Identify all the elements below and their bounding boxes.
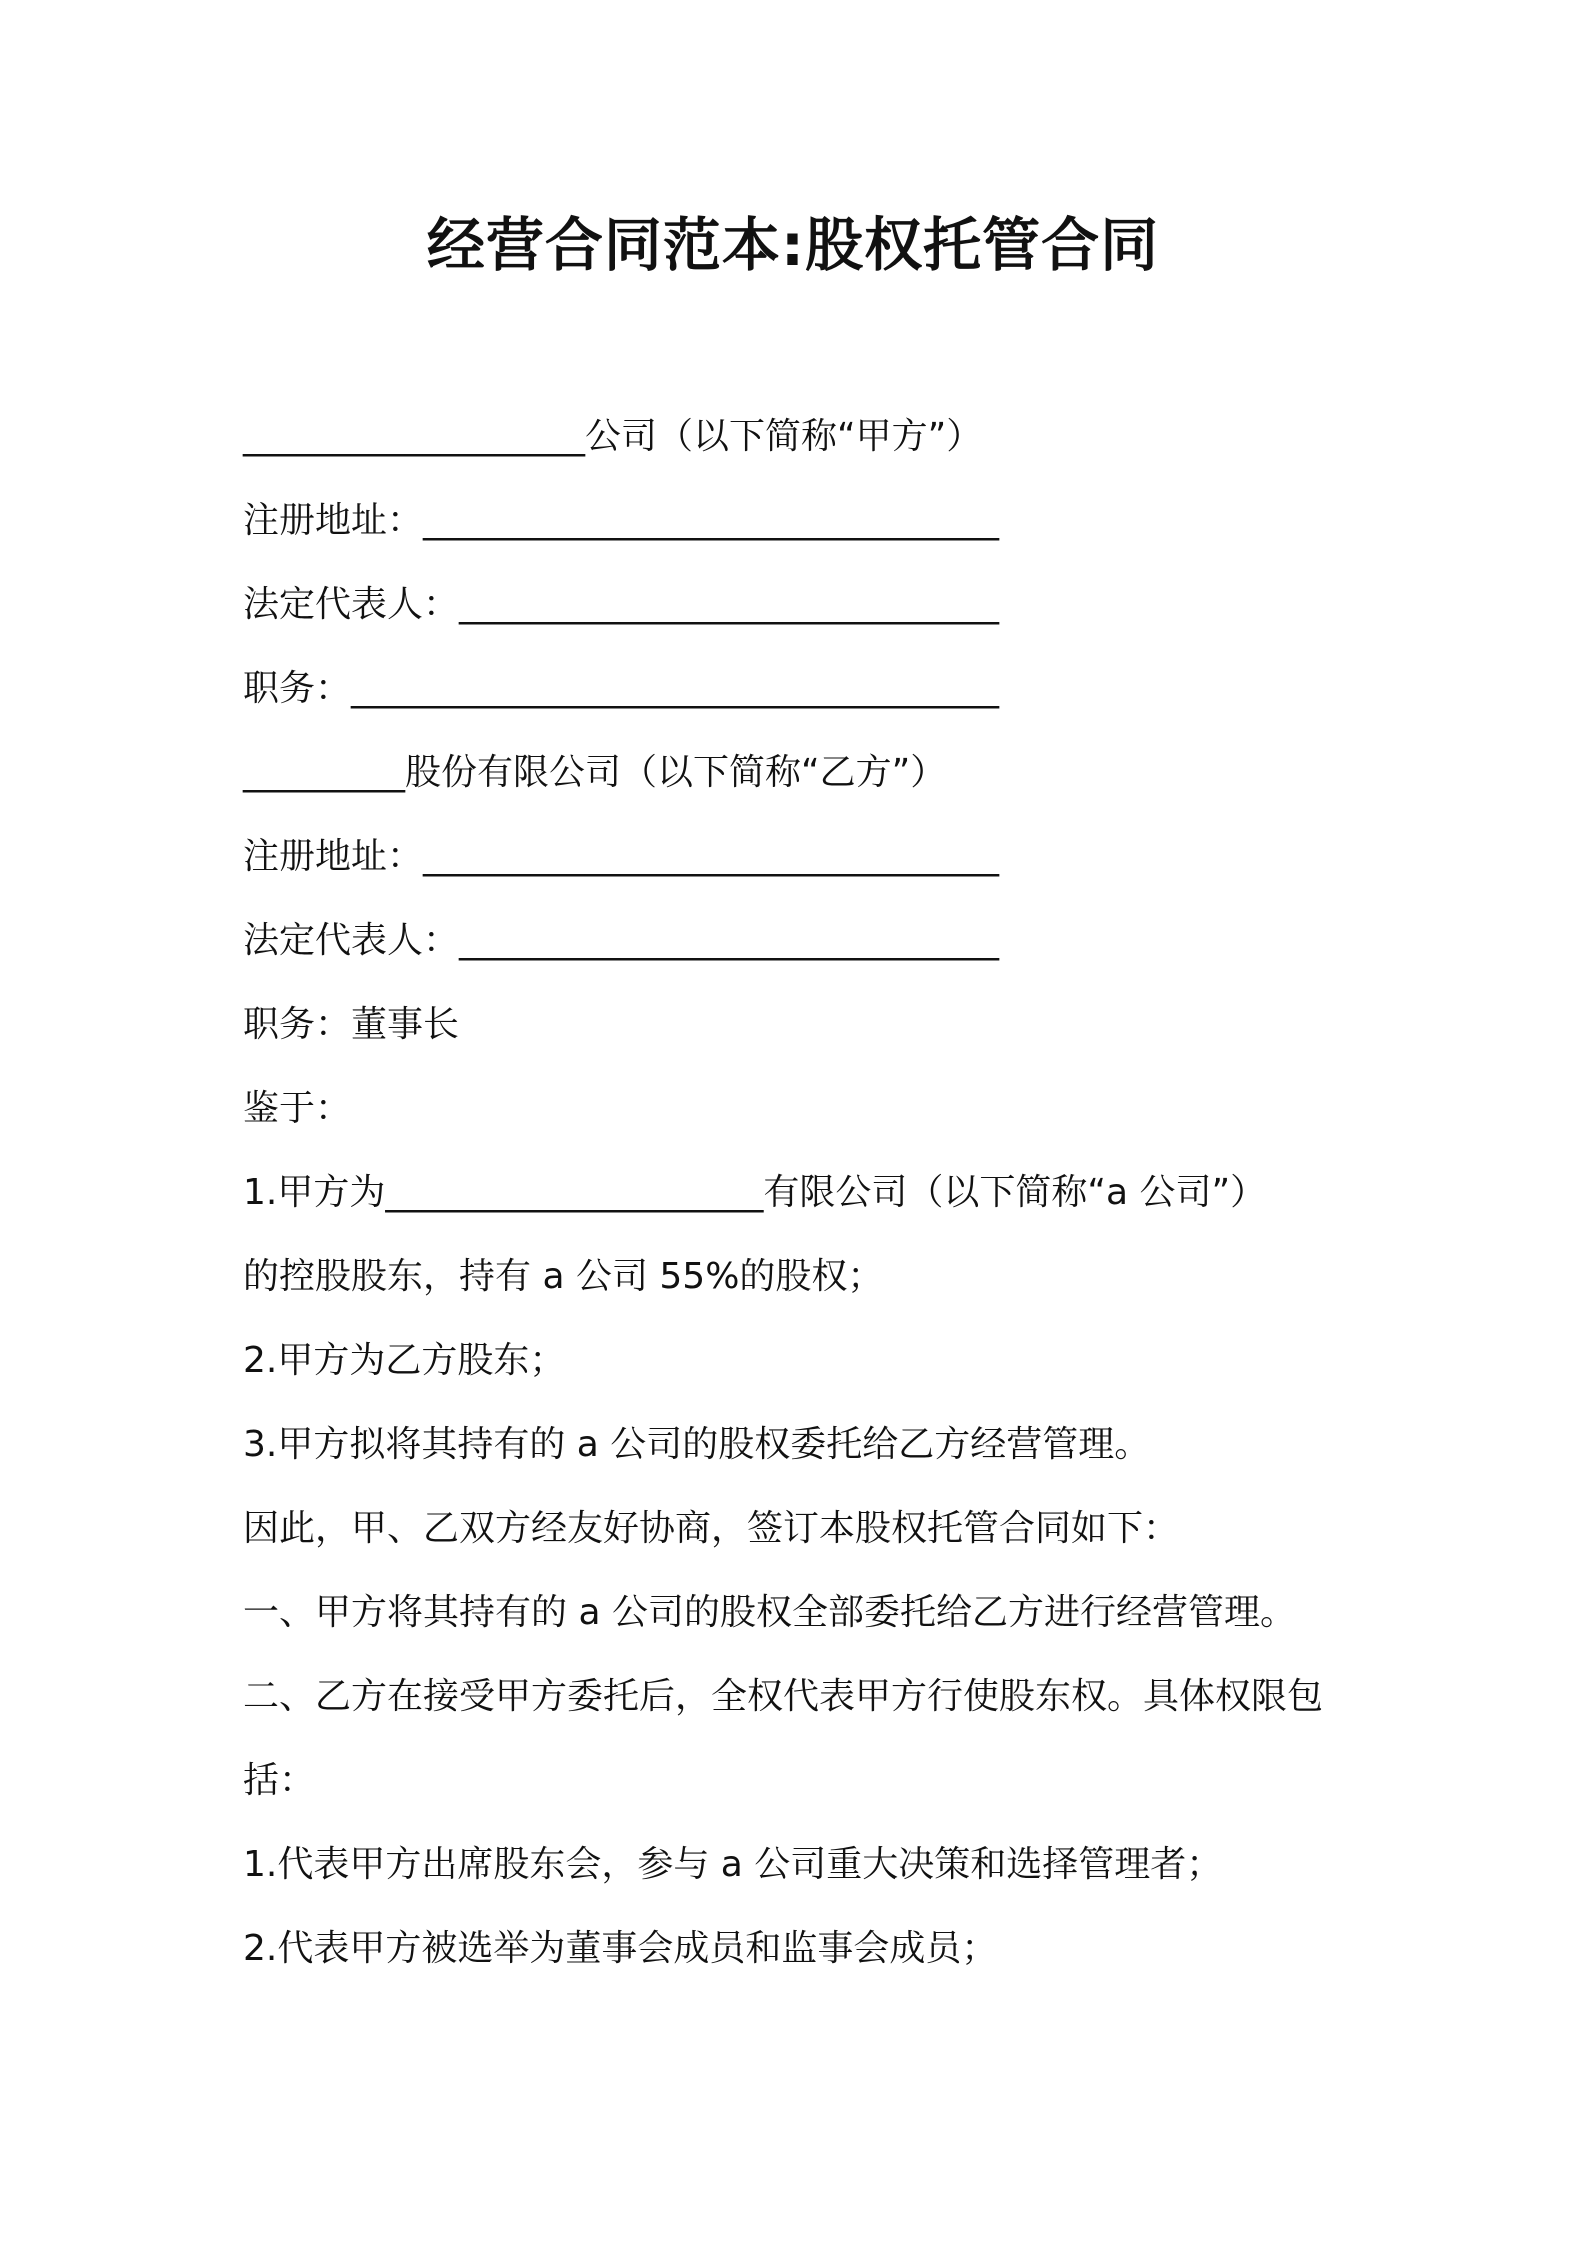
- recital-1-line-1: 1.甲方为_____________________有限公司（以下简称“a 公司”）: [243, 1172, 1267, 1213]
- recital-3: 3.甲方拟将其持有的 a 公司的股权委托给乙方经营管理。: [243, 1424, 1151, 1465]
- clause-1: 一、甲方将其持有的 a 公司的股权全部委托给乙方进行经营管理。: [243, 1592, 1296, 1633]
- party-a-address-line: 注册地址：________________________________: [243, 500, 1000, 541]
- party-b-position-line: 职务：董事长: [243, 1004, 460, 1045]
- document-title: 经营合同范本:股权托管合同: [426, 211, 1160, 279]
- party-b-company-line: _________股份有限公司（以下简称“乙方”）: [243, 752, 947, 793]
- party-a-representative-line: 法定代表人：______________________________: [243, 584, 1000, 625]
- clause-2-line-1: 二、乙方在接受甲方委托后，全权代表甲方行使股东权。具体权限包: [243, 1676, 1324, 1717]
- clause-2-line-2: 括：: [243, 1760, 316, 1801]
- party-b-address-line: 注册地址：________________________________: [243, 836, 1000, 877]
- party-a-position-line: 职务：____________________________________: [243, 668, 1000, 709]
- clause-2-item-2: 2.代表甲方被选举为董事会成员和监事会成员；: [243, 1928, 998, 1969]
- clause-2-item-1: 1.代表甲方出席股东会，参与 a 公司重大决策和选择管理者；: [243, 1844, 1223, 1885]
- party-b-representative-line: 法定代表人：______________________________: [243, 920, 1000, 961]
- agreement-intro: 因此，甲、乙双方经友好协商，签订本股权托管合同如下：: [243, 1508, 1180, 1549]
- recital-2: 2.甲方为乙方股东；: [243, 1340, 566, 1381]
- recital-1-line-2: 的控股股东，持有 a 公司 55%的股权；: [243, 1256, 884, 1297]
- whereas-heading: 鉴于：: [243, 1088, 352, 1129]
- party-a-company-line: ___________________公司（以下简称“甲方”）: [243, 416, 983, 457]
